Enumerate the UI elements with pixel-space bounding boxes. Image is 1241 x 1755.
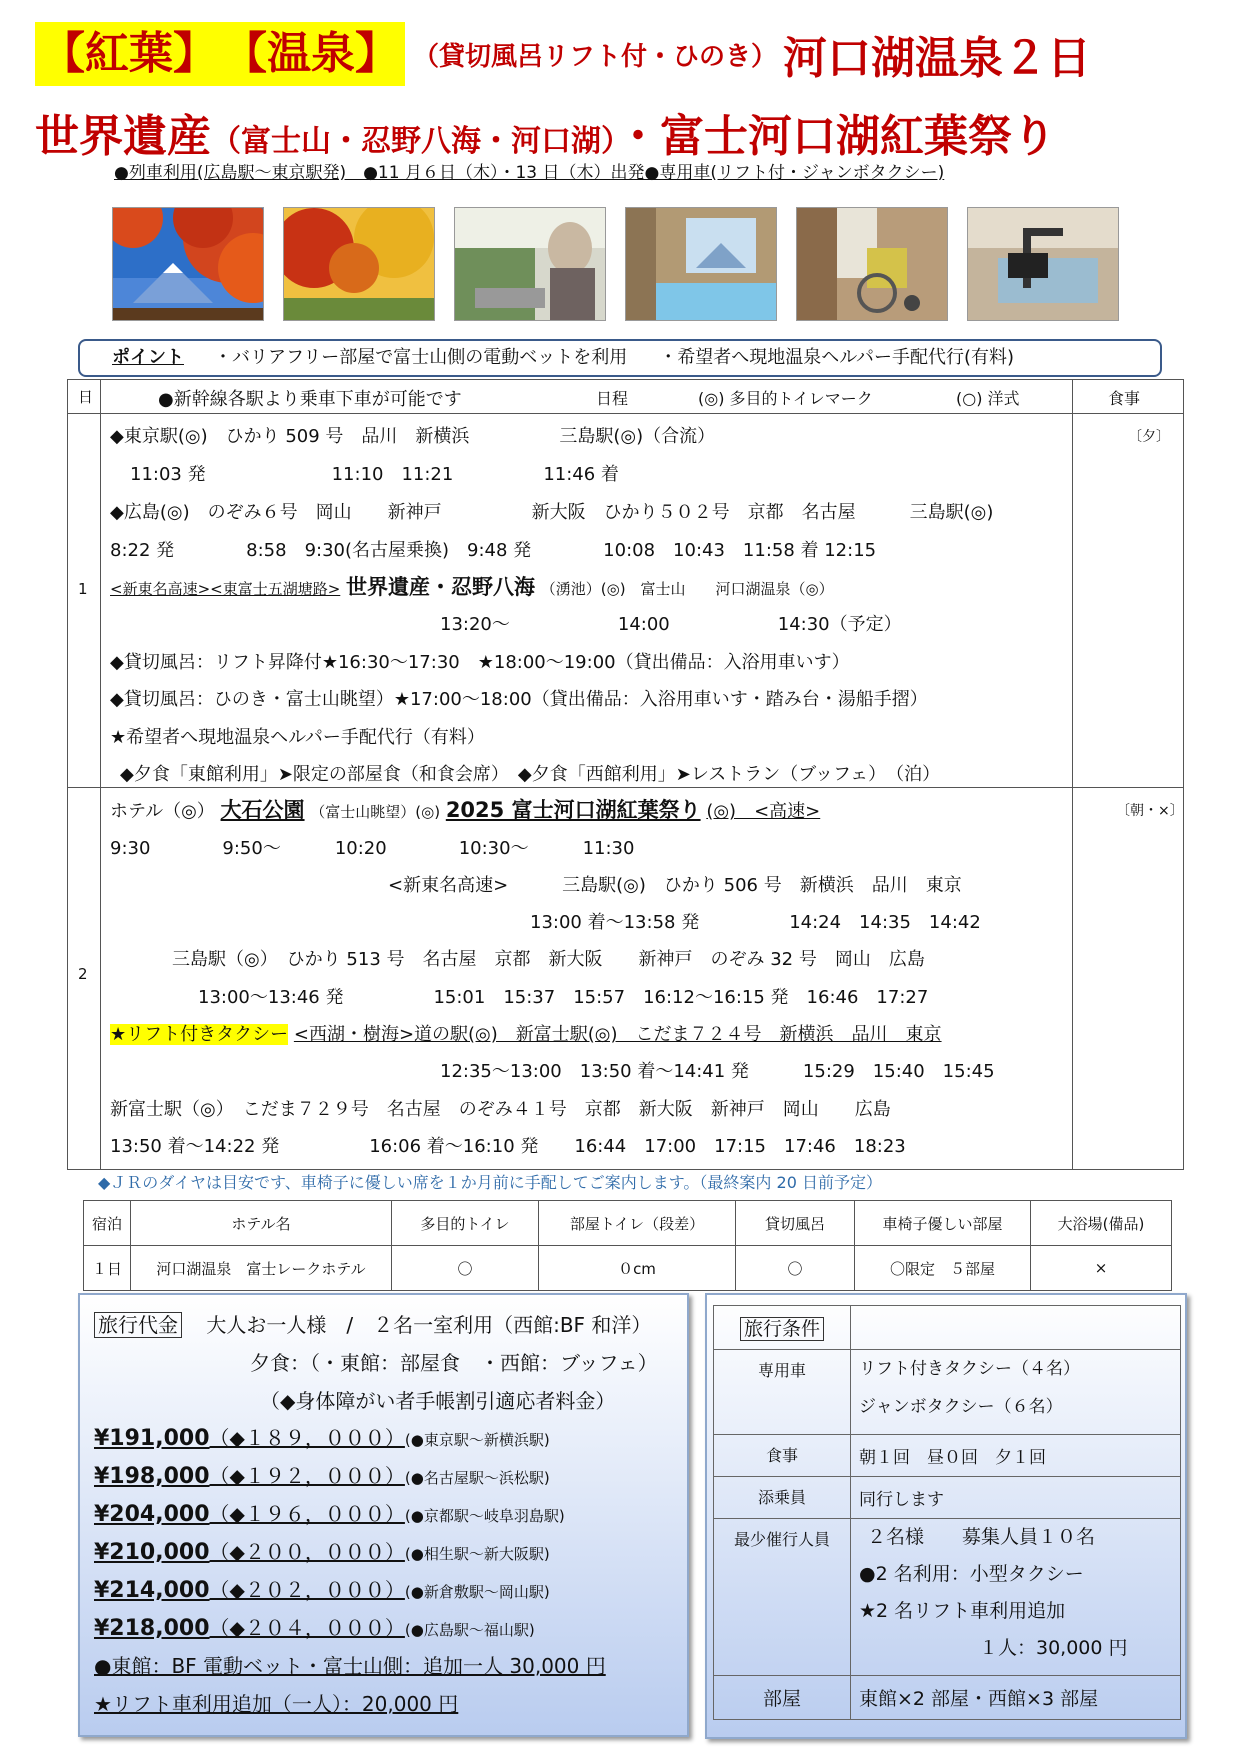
title-heritage-sub: （富士山・忍野八海・河口湖）	[211, 124, 616, 159]
day-2-line-7: ★リフト付きタクシー <西湖・樹海>道の駅(◎) 新富士駅(◎) こだま７２４号 新横浜 品川 東京	[110, 1024, 942, 1045]
hotel-col-public-bath: 大浴場(備品)	[1031, 1201, 1172, 1246]
day-2-line-5: 三島駅（◎） ひかり 513 号 名古屋 京都 新大阪 新神戸 のぞみ 32 号 岡山 広島	[172, 949, 925, 970]
title-tag-koyo: 【紅葉】	[35, 22, 223, 86]
hotel-col-stay: 宿泊	[84, 1201, 131, 1246]
conditions-title: 旅行条件	[740, 1317, 824, 1341]
header-mark-western: (○) 洋式	[956, 389, 1020, 408]
day-2-line-8: 12:35～13:00 13:50 着～14:41 発 15:29 15:40 15:45	[440, 1061, 995, 1082]
day-1-line-9: ★希望者へ現地温泉ヘルパー手配代行（有料）	[110, 727, 485, 748]
hotel-col-room-toilet: 部屋トイレ（段差）	[539, 1201, 736, 1246]
title-tag-onsen: 【温泉】	[223, 22, 405, 86]
header-mark-toilet: (◎) 多目的トイレマーク	[698, 389, 873, 408]
title-line-1	[35, 22, 1225, 88]
header-note: ●新幹線各駅より乗車下車が可能です	[158, 389, 462, 410]
day-2-line-4: 13:00 着～13:58 発 14:24 14:35 14:42	[530, 912, 981, 933]
title-subtitle: （貸切風呂リフト付・ひのき）	[413, 41, 778, 72]
day-1-line-5: <新東名高速><東富士五湖塘路> 世界遺産・忍野八海 （湧池）(◎) 富士山 河口湖温泉（◎）	[110, 575, 834, 599]
schedule-table	[67, 379, 1184, 1170]
cond-room-label: 部屋	[714, 1676, 851, 1720]
point-label: ポイント	[112, 347, 184, 368]
price-dinner: 夕食：（・東館：部屋食 ・西館：ブッフェ）	[250, 1351, 658, 1375]
hotel-col-private-bath: 貸切風呂	[736, 1201, 855, 1246]
conditions-table	[713, 1305, 1181, 1720]
title-main: 河口湖温泉２日	[783, 33, 1092, 84]
day-1-line-8: ◆貸切風呂：ひのき・富士山眺望）★17:00～18:00（貸出備品：入浴用車いす・踏み台・湯船手摺）	[110, 689, 928, 710]
day-1-meal: 〔夕〕	[1128, 429, 1170, 445]
hotel-table	[83, 1200, 1172, 1291]
price-discount-note: （◆身体障がい者手帳割引適応者料金）	[260, 1389, 616, 1413]
departure-info: ●列車利用(広島駅～東京駅発) ●11 月６日（木）・13 日（木）出発●専用車(リフト付・ジャンボタクシー)	[114, 163, 945, 183]
title-festival: ・富士河口湖紅葉祭り	[616, 111, 1056, 162]
hotel-col-wheelchair-room: 車椅子優しい部屋	[855, 1201, 1031, 1246]
title-line-2	[35, 100, 1235, 164]
price-row: ¥191,000（◆１８９，０００）(●東京駅～新横浜駅)	[94, 1426, 550, 1451]
price-row: ¥218,000（◆２０４，０００）(●広島駅～福山駅)	[94, 1616, 535, 1641]
title-heritage: 世界遺産	[35, 111, 211, 162]
price-extra-east: ●東館：BF 電動ベット・富士山側：追加一人 30,000 円	[94, 1654, 606, 1678]
day-1-line-2: 11:03 発 11:10 11:21 11:46 着	[130, 464, 619, 485]
hotel-table-header	[84, 1201, 1172, 1246]
day-1-line-1: ◆東京駅(◎) ひかり 509 号 品川 新横浜 三島駅(◎)（合流）	[110, 426, 716, 447]
cond-meal-label: 食事	[714, 1435, 851, 1477]
price-box	[78, 1293, 689, 1737]
day-1-line-6: 13:20～ 14:00 14:30（予定）	[440, 614, 902, 635]
cond-vehicle-value: リフト付きタクシー（４名） ジャンボタクシー（６名）	[851, 1350, 1181, 1435]
wheelchair-photo	[796, 207, 948, 321]
hotel-col-name: ホテル名	[131, 1201, 392, 1246]
point-box	[78, 339, 1162, 377]
conditions-box	[705, 1293, 1187, 1739]
jr-note: ◆ＪＲのダイヤは目安です、車椅子に優しい席を１か月前に手配してご案内します。（最終案内 20 日前予定）	[98, 1173, 882, 1192]
day-2-line-6: 13:00～13:46 発 15:01 15:37 15:57 16:12～16:15 発 16:46 17:27	[198, 987, 929, 1008]
oshino-hakkai-photo	[454, 207, 606, 321]
header-day: 日	[78, 388, 94, 406]
cond-room-value: 東館×2 部屋・西館×3 部屋	[851, 1676, 1181, 1720]
cond-meal-value: 朝１回 昼０回 夕１回	[851, 1435, 1181, 1477]
cond-min-label: 最少催行人員	[714, 1519, 851, 1676]
header-plan: 日程	[596, 389, 629, 408]
price-per-person: 大人お一人様 / ２名一室利用（西館:BF 和洋）	[206, 1313, 652, 1337]
price-label: 旅行代金	[94, 1312, 182, 1338]
header-meal: 食事	[1108, 389, 1141, 408]
day-1-line-4: 8:22 発 8:58 9:30(名古屋乗換) 9:48 発 10:08 10:43 11:58 着 12:15	[110, 540, 877, 561]
price-row: ¥214,000（◆２０２，０００）(●新倉敷駅～岡山駅)	[94, 1578, 550, 1603]
cond-staff-label: 添乗員	[714, 1477, 851, 1519]
day-1-line-10: ◆夕食「東館利用」➤限定の部屋食（和食会席） ◆夕食「西館利用」➤レストラン（ブッフェ） （泊）	[120, 764, 941, 785]
day-2-line-2: 9:30 9:50～ 10:20 10:30～ 11:30	[110, 838, 635, 859]
point-item-1: ・バリアフリー部屋で富士山側の電動ベットを利用	[214, 347, 628, 368]
cond-vehicle-label: 専用車	[714, 1350, 851, 1435]
day-1-line-7: ◆貸切風呂：リフト昇降付★16:30～17:30 ★18:00～19:00（貸出備品：入浴用車いす）	[110, 652, 850, 673]
point-item-2: ・希望者へ現地温泉ヘルパー手配代行(有料)	[659, 347, 1015, 368]
price-row: ¥204,000（◆１９６，０００）(●京都駅～岐阜羽島駅)	[94, 1502, 565, 1527]
price-row: ¥198,000（◆１９２，０００）(●名古屋駅～浜松駅)	[94, 1464, 550, 1489]
day-2-meal: 〔朝・×〕	[1116, 803, 1184, 819]
day-2-number: 2	[78, 965, 88, 983]
day-1-number: 1	[78, 580, 88, 598]
price-header	[94, 1309, 651, 1338]
day-2-line-10: 13:50 着～14:22 発 16:06 着～16:10 発 16:44 17:00 17:15 17:46 18:23	[110, 1136, 906, 1157]
day-1-line-3: ◆広島(◎) のぞみ６号 岡山 新神戸 新大阪 ひかり５０２号 京都 名古屋 三島駅(◎)	[110, 502, 994, 523]
table-row: １日 河口湖温泉 富士レークホテル 〇 ０cm 〇 〇限定 ５部屋 ×	[84, 1246, 1172, 1291]
autumn-fuji-photo	[112, 207, 264, 321]
onsen-bath-photo	[625, 207, 777, 321]
autumn-trees-photo	[283, 207, 435, 321]
cond-min-value: ２名様 募集人員１０名 ●2 名利用：小型タクシー ★2 名リフト車利用追加 １人：30,000 円	[851, 1519, 1181, 1676]
cond-staff-value: 同行します	[851, 1477, 1181, 1519]
lift-bath-photo	[967, 207, 1119, 321]
day-2-line-1: ホテル（◎） 大石公園 （富士山眺望）(◎) 2025 富士河口湖紅葉祭り (◎) <高速>	[110, 798, 821, 822]
price-extra-lift: ★リフト車利用追加（一人）：20,000 円	[94, 1692, 459, 1716]
day-2-line-9: 新富士駅（◎） こだま７２９号 名古屋 のぞみ４１号 京都 新大阪 新神戸 岡山 広島	[110, 1099, 891, 1120]
price-row: ¥210,000（◆２００，０００）(●相生駅～新大阪駅)	[94, 1540, 550, 1565]
day-2-line-3: <新東名高速> 三島駅(◎) ひかり 506 号 新横浜 品川 東京	[388, 875, 962, 896]
hotel-col-toilet: 多目的トイレ	[392, 1201, 539, 1246]
